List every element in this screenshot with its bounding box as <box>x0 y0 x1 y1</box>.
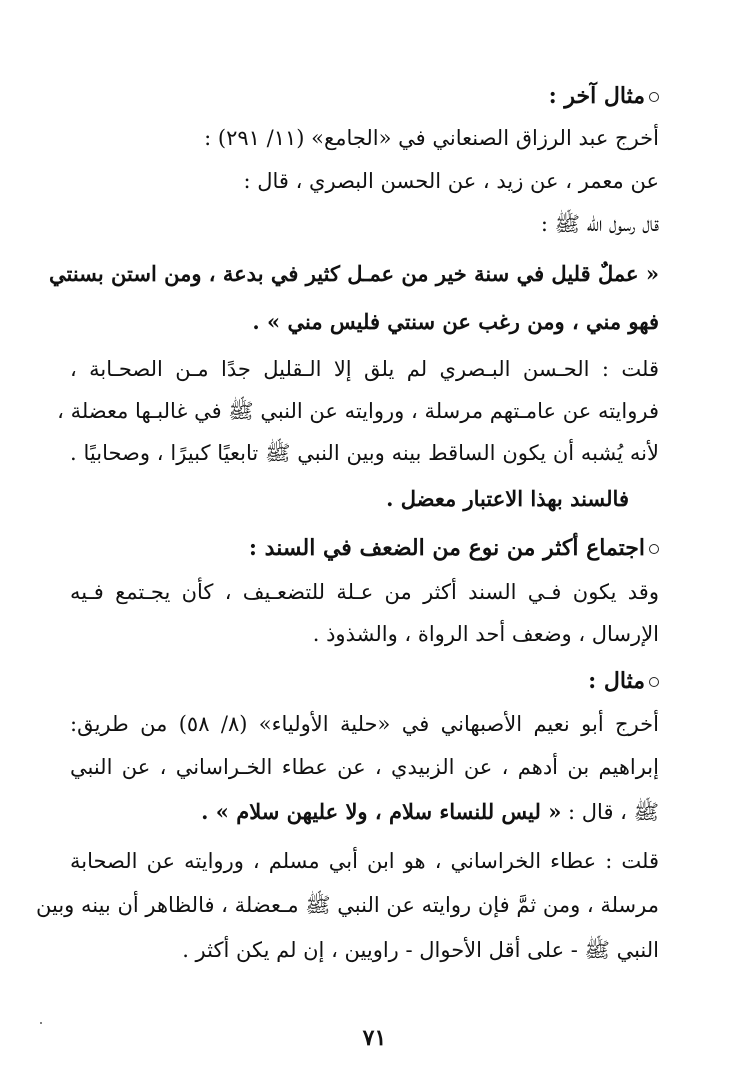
scan-speck <box>40 1022 42 1024</box>
circle-bullet-icon <box>649 92 659 102</box>
conclusion-line: فالسند بهذا الاعتبار معضل . <box>386 486 629 511</box>
heading-example: مثال : <box>70 666 659 696</box>
paragraph-line: النبي ﷺ - على أقل الأحوال - راويين ، إن لم يكن أكثر . <box>182 938 659 962</box>
hadith-line: « عملٌ قليل في سنة خير من عمـل كثير في بدعة ، ومن استن بسنتي <box>48 261 659 286</box>
hadith-line: فهو مني ، ومن رغب عن سنتي فليس مني » . <box>252 309 659 334</box>
page-number: ٧١ <box>362 1025 387 1051</box>
paragraph-line: أخرج أبو نعيم الأصبهاني في «حلية الأولياء» (٨/ ٥٨) من طريق: <box>70 712 659 736</box>
paragraph-line: قلت : عطاء الخراساني ، هو ابن أبي مسلم ، وروايته عن الصحابة <box>70 849 659 873</box>
circle-bullet-icon <box>649 677 659 687</box>
paragraph-line: عن معمر ، عن زيد ، عن الحسن البصري ، قال : <box>243 169 659 193</box>
paragraph-line: قلت : الحـسن البـصري لم يلق إلا الـقليل جدًا مـن الصحـابة ، <box>70 357 659 381</box>
paragraph-line: ﷺ ، قال : « ليس للنساء سلام ، ولا عليهن سلام » . <box>201 799 659 824</box>
paragraph-line: فروايته عن عامـتهم مرسلة ، وروايته عن النبي ﷺ في غالبـها معضلة ، <box>57 399 659 423</box>
heading-another-example: مثال آخر : <box>70 81 659 111</box>
heading-combined-weakness: اجتماع أكثر من نوع من الضعف في السند : <box>70 533 659 563</box>
paragraph-line: وقد يكون فـي السند أكثر من عـلة للتضعـيف ، كأن يجـتمع فـيه <box>70 580 659 604</box>
paragraph-line: أخرج عبد الرزاق الصنعاني في «الجامع» (١١/ ٢٩١) : <box>204 126 659 150</box>
paragraph-line: لأنه يُشبه أن يكون الساقط بينه وبين النبي ﷺ تابعيًا كبيرًا ، وصحابيًا . <box>70 441 659 465</box>
paragraph-line: مرسلة ، ومن ثمَّ فإن روايته عن النبي ﷺ مـعضلة ، فالظاهر أن بينه وبين <box>36 893 659 917</box>
paragraph-line: قال رسول الله ﷺ : <box>540 212 659 236</box>
paragraph-line: الإرسال ، وضعف أحد الرواة ، والشذوذ . <box>312 622 659 646</box>
hadith-text: « ليس للنساء سلام ، ولا عليهن سلام » . <box>201 799 562 824</box>
circle-bullet-icon <box>649 544 659 554</box>
paragraph-line: إبراهيم بن أدهم ، عن الزبيدي ، عن عطاء الخـراساني ، عن النبي <box>70 755 659 779</box>
